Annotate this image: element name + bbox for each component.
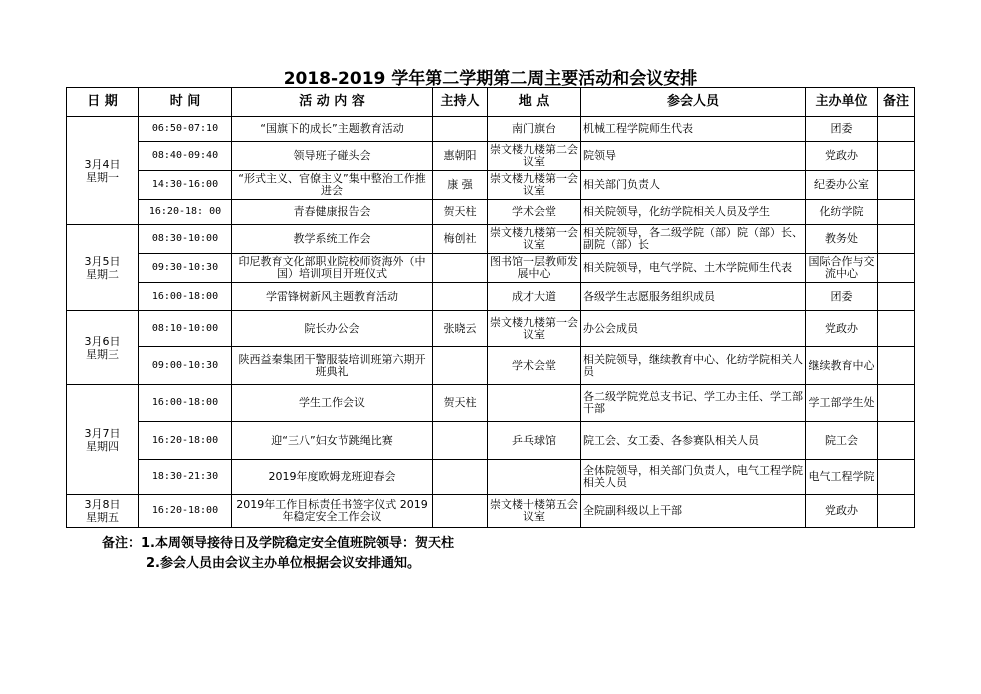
location-cell: 乒乓球馆 bbox=[488, 422, 581, 460]
attendees-cell: 相关部门负责人 bbox=[581, 171, 806, 200]
activity-cell: 教学系统工作会 bbox=[232, 225, 433, 254]
weekday-text: 星期三 bbox=[86, 347, 119, 361]
schedule-body bbox=[67, 117, 915, 528]
organizer-cell: 学工部学生处 bbox=[806, 385, 878, 422]
location-cell: 崇文楼九楼第二会议室 bbox=[488, 142, 581, 171]
time-cell: 16:20-18: 00 bbox=[139, 200, 232, 225]
date-text: 3月7日 bbox=[84, 426, 121, 440]
organizer-cell: 党政办 bbox=[806, 495, 878, 528]
location-cell: 崇文楼九楼第一会议室 bbox=[488, 311, 581, 347]
attendees-cell: 相关院领导，继续教育中心、化纺学院相关人员 bbox=[581, 347, 806, 385]
location-cell bbox=[488, 385, 581, 422]
organizer-cell: 化纺学院 bbox=[806, 200, 878, 225]
organizer-cell: 继续教育中心 bbox=[806, 347, 878, 385]
date-cell bbox=[67, 385, 139, 495]
activity-cell: “国旗下的成长”主题教育活动 bbox=[232, 117, 433, 142]
time-cell: 18:30-21:30 bbox=[139, 460, 232, 495]
note-cell bbox=[878, 142, 915, 171]
attendees-cell: 相关院领导，电气学院、土木学院师生代表 bbox=[581, 254, 806, 283]
table-row bbox=[67, 311, 915, 347]
host-cell: 康 强 bbox=[433, 171, 488, 200]
host-cell: 梅创社 bbox=[433, 225, 488, 254]
host-cell: 惠朝阳 bbox=[433, 142, 488, 171]
host-cell bbox=[433, 347, 488, 385]
table-row bbox=[67, 254, 915, 283]
activity-cell: 领导班子碰头会 bbox=[232, 142, 433, 171]
location-cell: 学术会堂 bbox=[488, 347, 581, 385]
schedule-table bbox=[66, 87, 915, 528]
organizer-cell: 电气工程学院 bbox=[806, 460, 878, 495]
date-cell bbox=[67, 311, 139, 385]
page-title: 2018-2019 学年第二学期第二周主要活动和会议安排 bbox=[283, 69, 698, 89]
activity-cell: 学生工作会议 bbox=[232, 385, 433, 422]
host-cell: 贺天柱 bbox=[433, 385, 488, 422]
organizer-cell: 团委 bbox=[806, 283, 878, 311]
note-cell bbox=[878, 117, 915, 142]
table-row bbox=[67, 347, 915, 385]
table-row bbox=[67, 200, 915, 225]
host-cell bbox=[433, 422, 488, 460]
note-cell bbox=[878, 495, 915, 528]
location-cell: 南门旗台 bbox=[488, 117, 581, 142]
location-cell: 崇文楼十楼第五会议室 bbox=[488, 495, 581, 528]
table-row bbox=[67, 385, 915, 422]
weekday-text: 星期二 bbox=[86, 267, 119, 281]
organizer-cell: 教务处 bbox=[806, 225, 878, 254]
time-cell: 16:00-18:00 bbox=[139, 385, 232, 422]
note-cell bbox=[878, 385, 915, 422]
table-row bbox=[67, 225, 915, 254]
location-cell: 图书馆一层教师发展中心 bbox=[488, 254, 581, 283]
activity-cell: 陕西益秦集团干警服装培训班第六期开班典礼 bbox=[232, 347, 433, 385]
activity-cell: 2019年工作目标责任书签字仪式 2019年稳定安全工作会议 bbox=[232, 495, 433, 528]
table-row bbox=[67, 283, 915, 311]
organizer-cell: 团委 bbox=[806, 117, 878, 142]
attendees-cell: 机械工程学院师生代表 bbox=[581, 117, 806, 142]
location-cell bbox=[488, 460, 581, 495]
note-cell bbox=[878, 283, 915, 311]
note-cell bbox=[878, 254, 915, 283]
location-cell: 成才大道 bbox=[488, 283, 581, 311]
header-attendees: 参会人员 bbox=[581, 88, 806, 117]
attendees-cell: 院领导 bbox=[581, 142, 806, 171]
time-cell: 16:00-18:00 bbox=[139, 283, 232, 311]
time-cell: 09:30-10:30 bbox=[139, 254, 232, 283]
time-cell: 08:40-09:40 bbox=[139, 142, 232, 171]
attendees-cell: 办公会成员 bbox=[581, 311, 806, 347]
host-cell: 贺天柱 bbox=[433, 200, 488, 225]
location-cell: 学术会堂 bbox=[488, 200, 581, 225]
date-cell bbox=[67, 225, 139, 311]
activity-cell: 学雷锋树新风主题教育活动 bbox=[232, 283, 433, 311]
organizer-cell: 院工会 bbox=[806, 422, 878, 460]
activity-cell: 印尼教育文化部职业院校师资海外（中国）培训项目开班仪式 bbox=[232, 254, 433, 283]
time-cell: 16:20-18:00 bbox=[139, 422, 232, 460]
organizer-cell: 党政办 bbox=[806, 142, 878, 171]
attendees-cell: 各级学生志愿服务组织成员 bbox=[581, 283, 806, 311]
note-cell bbox=[878, 347, 915, 385]
host-cell bbox=[433, 495, 488, 528]
table-row bbox=[67, 142, 915, 171]
note-cell bbox=[878, 171, 915, 200]
host-cell bbox=[433, 254, 488, 283]
note-cell bbox=[878, 311, 915, 347]
host-cell bbox=[433, 460, 488, 495]
date-cell bbox=[67, 495, 139, 528]
table-row bbox=[67, 171, 915, 200]
organizer-cell: 纪委办公室 bbox=[806, 171, 878, 200]
date-text: 3月5日 bbox=[84, 254, 121, 268]
time-cell: 08:30-10:00 bbox=[139, 225, 232, 254]
date-text: 3月8日 bbox=[84, 498, 121, 511]
note-line-1: 备注：1.本周领导接待日及学院稳定安全值班院领导：贺天柱 bbox=[102, 536, 454, 551]
date-text: 3月4日 bbox=[84, 157, 121, 171]
header-time: 时 间 bbox=[139, 88, 232, 117]
time-cell: 16:20-18:00 bbox=[139, 495, 232, 528]
date-text: 3月6日 bbox=[84, 334, 121, 348]
location-cell: 崇文楼九楼第一会议室 bbox=[488, 171, 581, 200]
table-row bbox=[67, 495, 915, 528]
time-cell: 08:10-10:00 bbox=[139, 311, 232, 347]
activity-cell: 青春健康报告会 bbox=[232, 200, 433, 225]
time-cell: 09:00-10:30 bbox=[139, 347, 232, 385]
host-cell: 张晓云 bbox=[433, 311, 488, 347]
header-organizer: 主办单位 bbox=[806, 88, 878, 117]
header-activity: 活 动 内 容 bbox=[232, 88, 433, 117]
note-cell bbox=[878, 460, 915, 495]
activity-cell: 院长办公会 bbox=[232, 311, 433, 347]
attendees-cell: 院工会、女工委、各参赛队相关人员 bbox=[581, 422, 806, 460]
attendees-cell: 全院副科级以上干部 bbox=[581, 495, 806, 528]
attendees-cell: 各二级学院党总支书记、学工办主任、学工部干部 bbox=[581, 385, 806, 422]
weekday-text: 星期一 bbox=[86, 170, 119, 184]
activity-cell: “形式主义、官僚主义”集中整治工作推进会 bbox=[232, 171, 433, 200]
attendees-cell: 相关院领导，化纺学院相关人员及学生 bbox=[581, 200, 806, 225]
weekday-text: 星期五 bbox=[86, 511, 119, 524]
notes-block bbox=[102, 534, 454, 574]
header-row bbox=[67, 88, 915, 117]
note-cell bbox=[878, 225, 915, 254]
location-cell: 崇文楼九楼第一会议室 bbox=[488, 225, 581, 254]
table-row bbox=[67, 460, 915, 495]
attendees-cell: 相关院领导，各二级学院（部）院（部）长、副院（部）长 bbox=[581, 225, 806, 254]
activity-cell: 2019年度欧姆龙班迎春会 bbox=[232, 460, 433, 495]
time-cell: 14:30-16:00 bbox=[139, 171, 232, 200]
table-row bbox=[67, 117, 915, 142]
organizer-cell: 国际合作与交流中心 bbox=[806, 254, 878, 283]
host-cell bbox=[433, 117, 488, 142]
weekday-text: 星期四 bbox=[86, 439, 119, 453]
host-cell bbox=[433, 283, 488, 311]
activity-cell: 迎“三八”妇女节跳绳比赛 bbox=[232, 422, 433, 460]
note-cell bbox=[878, 422, 915, 460]
header-date: 日 期 bbox=[67, 88, 139, 117]
table-row bbox=[67, 422, 915, 460]
attendees-cell: 全体院领导，相关部门负责人，电气工程学院相关人员 bbox=[581, 460, 806, 495]
note-cell bbox=[878, 200, 915, 225]
header-location: 地 点 bbox=[488, 88, 581, 117]
date-cell bbox=[67, 117, 139, 225]
header-note: 备注 bbox=[878, 88, 915, 117]
time-cell: 06:50-07:10 bbox=[139, 117, 232, 142]
organizer-cell: 党政办 bbox=[806, 311, 878, 347]
header-host: 主持人 bbox=[433, 88, 488, 117]
note-line-2: 2.参会人员由会议主办单位根据会议安排通知。 bbox=[146, 556, 420, 571]
